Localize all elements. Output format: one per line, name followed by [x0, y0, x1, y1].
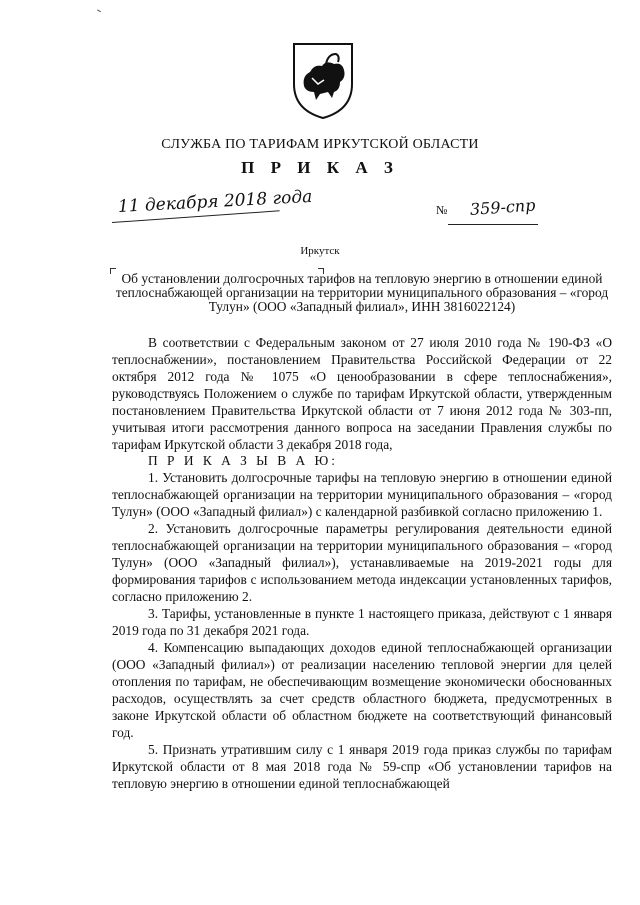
number-sign: №: [436, 203, 448, 217]
document-number: 359-спр: [469, 195, 536, 219]
document-subject: Об установлении долгосрочных тарифов на тепловую энергию в отношении единой теплоснабжающей организации на территории муниципального образования – «город Тулун» (ООО «Западный филиал», ИНН 3816022124): [115, 271, 609, 314]
document-body: [112, 334, 612, 792]
agency-name: СЛУЖБА ПО ТАРИФАМ ИРКУТСКОЙ ОБЛАСТИ: [161, 137, 479, 152]
document-date: 11 декабря 2018 года: [117, 186, 313, 217]
number-underline: [448, 224, 538, 225]
decree-heading: П Р И К А З Ы В А Ю:: [148, 453, 338, 468]
order-item-3: 3. Тарифы, установленные в пункте 1 настоящего приказа, действуют с 1 января 2019 года по 31 декабря 2021 года.: [112, 606, 612, 638]
scan-mark: [95, 9, 101, 15]
city-name: Иркутск: [300, 245, 340, 257]
order-item-2: 2. Установить долгосрочные параметры регулирования деятельности единой теплоснабжающей организации на территории муниципального образования – «город Тулун» (ООО «Западный филиал»), устанавливаемые на 2019-2021 годы для формирования тарифов с использованием метода индексации установленных тарифов, согласно приложению 2.: [112, 521, 612, 604]
document-type: П Р И К А З: [241, 158, 399, 177]
preamble-paragraph: В соответствии с Федеральным законом от 27 июля 2010 года № 190-ФЗ «О теплоснабжении», постановлением Правительства Российской Федерации от 22 октября 2012 года № 1075 «О ценообразовании в сфере теплоснабжения», руководствуясь Положением о службе по тарифам Иркутской области, утвержденным постановлением Правительства Иркутской области от 7 июня 2012 года № 303-пп, учитывая итоги рассмотрения данного вопроса на заседании Правления службы по тарифам Иркутской области 3 декабря 2018 года,: [112, 335, 612, 452]
order-item-5: 5. Признать утратившим силу с 1 января 2019 года приказ службы по тарифам Иркутской области от 8 мая 2018 года № 59-спр «Об установлении тарифов на тепловую энергию в отношении единой теплоснабжающей: [112, 742, 612, 791]
coat-of-arms-icon: [290, 40, 356, 120]
order-item-4: 4. Компенсацию выпадающих доходов единой теплоснабжающей организации (ООО «Западный филиал») от реализации населению тепловой энергии для целей отопления по тарифам, не обеспечивающим возмещение экономически обоснованных расходов, осуществлять за счет средств областного бюджета, предусмотренных в законе Иркутской области об областном бюджете на соответствующий финансовый год.: [112, 640, 612, 740]
order-item-1: 1. Установить долгосрочные тарифы на тепловую энергию в отношении единой теплоснабжающей организации на территории муниципального образования – «город Тулун» (ООО «Западный филиал») с календарной разбивкой согласно приложению 1.: [112, 470, 612, 519]
